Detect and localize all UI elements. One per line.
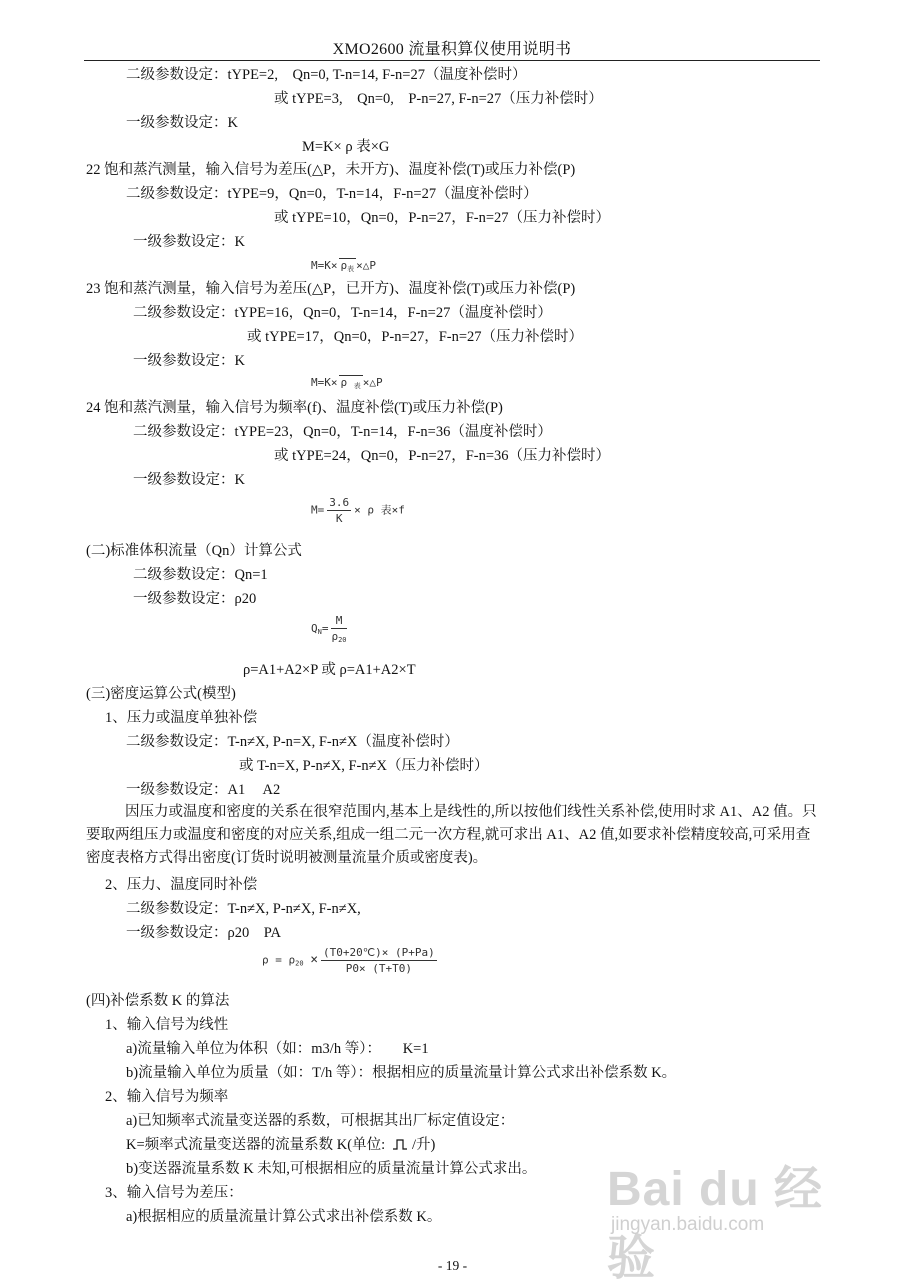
formula-23: M=K× ρ $_表$ ×△P (311, 376, 383, 390)
text-line: 或 tYPE=10，Qn=0，P-n=27，F-n=27（压力补偿时） (274, 210, 611, 226)
text-line: 一级参数设定：K (133, 234, 245, 250)
section-heading: 24 饱和蒸汽测量，输入信号为频率(f)、温度补偿(T)或压力补偿(P) (86, 400, 503, 416)
text-line: 二级参数设定：tYPE=23，Qn=0，T-n=14，F-n=36（温度补偿时） (133, 424, 552, 440)
text-line: 或 tYPE=17，Qn=0，P-n=27，F-n=27（压力补偿时） (247, 329, 584, 345)
text-line: a)根据相应的质量流量计算公式求出补偿系数 K。 (126, 1209, 442, 1225)
header-rule (84, 60, 820, 61)
pulse-icon (392, 1138, 408, 1150)
text-line: 二级参数设定：tYPE=9，Qn=0，T-n=14，F-n=27（温度补偿时） (126, 186, 538, 202)
text-line: 二级参数设定：T-n≠X, P-n≠X, F-n≠X, (126, 901, 361, 917)
text-line: 一级参数设定：K (133, 353, 245, 369)
section-heading: 22 饱和蒸汽测量，输入信号为差压(△P，未开方)、温度补偿(T)或压力补偿(P) (86, 162, 576, 178)
text-line-k-frequency: K=频率式流量变送器的流量系数 K(单位: /升) (126, 1137, 436, 1153)
text-line: 或 T-n=X, P-n≠X, F-n≠X（压力补偿时） (239, 758, 489, 774)
subsection-heading: 2、压力、温度同时补偿 (105, 877, 258, 893)
text-line: b)流量输入单位为质量（如：T/h 等）：根据相应的质量流量计算公式求出补偿系数 K。 (126, 1065, 677, 1081)
section-heading: (二)标准体积流量（Qn）计算公式 (86, 543, 302, 559)
page-number: - 19 - (437, 1258, 468, 1273)
text-line: 二级参数设定：Qn=1 (133, 567, 268, 583)
baidu-watermark (607, 1150, 857, 1285)
subsection-heading: 1、输入信号为线性 (105, 1017, 229, 1033)
formula-qn: $Q_N=$ $\frac{M}{\rho_{20}}$ (311, 614, 347, 644)
explanation-paragraph: 因压力或温度和密度的关系在很窄范围内,基本上是线性的,所以按他们线性关系补偿,使用时求 A1、A2 值。只要取两组压力或温度和密度的对应关系,组成一组二元一次方程,就可求出 A1、A2 值,如要求补偿精度较高,可采用查密度表格方式得出密度(订货时说明被测量流量介质或密度表)。 (86, 804, 817, 866)
subsection-heading: 3、输入信号为差压： (105, 1185, 243, 1201)
text-line: 或 tYPE=24，Qn=0，P-n=27，F-n=36（压力补偿时） (274, 448, 611, 464)
formula-text: M=K× ρ 表×G (302, 139, 390, 155)
text-line: 或 tYPE=3, Qn=0, P-n=27, F-n=27（压力补偿时） (274, 91, 603, 107)
section-heading: (三)密度运算公式(模型) (86, 686, 236, 702)
text-line: b)变送器流量系数 K 未知,可根据相应的质量流量计算公式求出。 (126, 1161, 537, 1177)
formula-density: $\rho = \rho_{20}$ × $\frac{(T0+20℃)\times (P+Pa)}{P0\times (T+T0)}$ (262, 946, 435, 975)
subsection-heading: 1、压力或温度单独补偿 (105, 710, 258, 726)
page-header: XMO2600 流量积算仪使用说明书 (332, 41, 572, 58)
text-line: 一级参数设定：A1 A2 (126, 782, 281, 798)
section-heading: (四)补偿系数 K 的算法 (86, 993, 230, 1009)
subsection-heading: 2、输入信号为频率 (105, 1089, 229, 1105)
text-line: a)流量输入单位为体积（如：m3/h 等）： K=1 (126, 1041, 429, 1057)
watermark-logo: Bai du 经验 (607, 1163, 824, 1285)
text-line: 一级参数设定：ρ20 (133, 591, 257, 607)
formula-24: M= $\frac{3.6}{K}$ × ρ 表×f (311, 496, 405, 525)
text-line: a)已知频率式流量变送器的系数，可根据其出厂标定值设定： (126, 1113, 515, 1129)
text-line: 一级参数设定：K (126, 115, 238, 131)
formula-text: ρ=A1+A2×P 或 ρ=A1+A2×T (243, 662, 416, 678)
text-line: 一级参数设定：ρ20 PA (126, 925, 281, 941)
text-line: 二级参数设定：tYPE=16，Qn=0，T-n=14，F-n=27（温度补偿时） (133, 305, 552, 321)
formula-22: $M=K\times \rho_表$ ×△P (311, 259, 376, 273)
text-line: 二级参数设定：tYPE=2, Qn=0, T-n=14, F-n=27（温度补偿时） (126, 67, 527, 83)
text-line: 二级参数设定：T-n≠X, P-n=X, F-n≠X（温度补偿时） (126, 734, 459, 750)
watermark-url: jingyan.baidu.com (611, 1214, 765, 1235)
section-heading: 23 饱和蒸汽测量，输入信号为差压(△P，已开方)、温度补偿(T)或压力补偿(P) (86, 281, 576, 297)
text-line: 一级参数设定：K (133, 472, 245, 488)
